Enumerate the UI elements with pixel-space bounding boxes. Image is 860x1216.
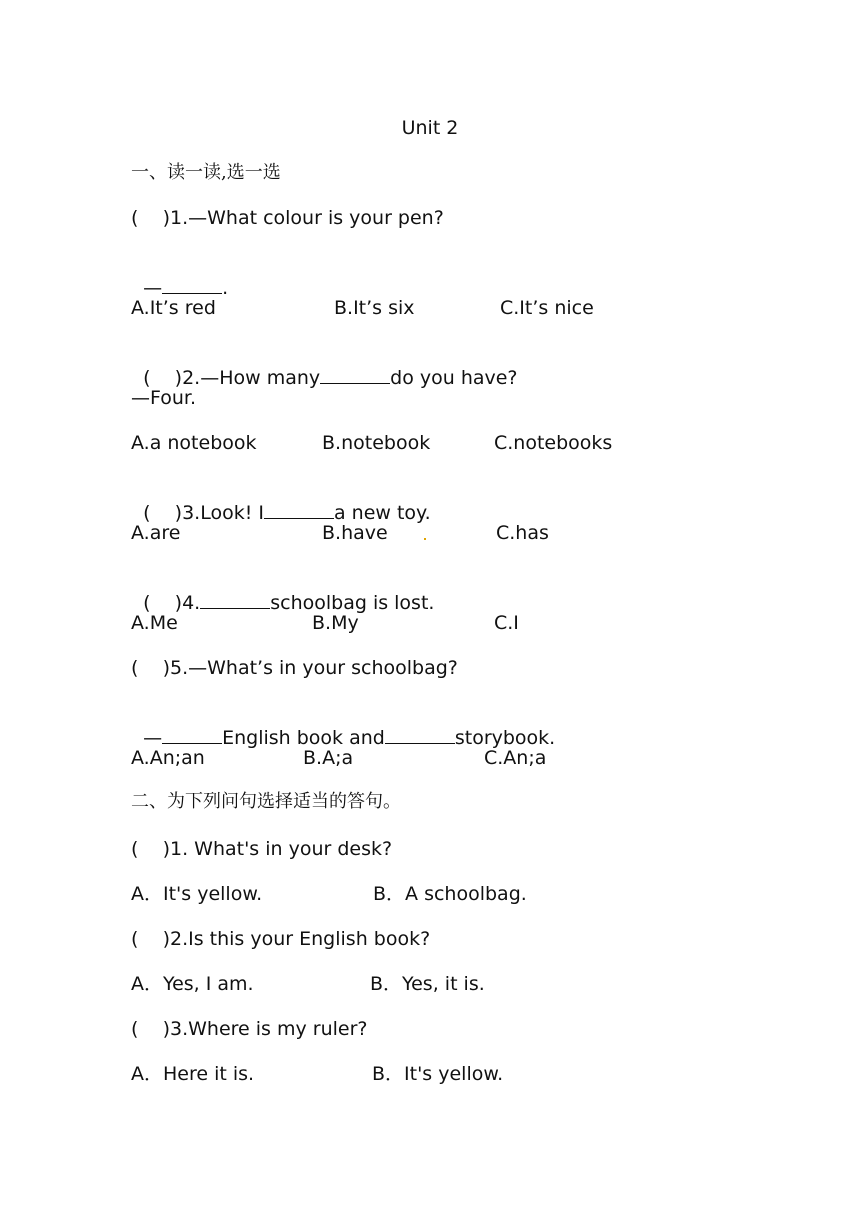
question-3 (131, 476, 431, 525)
option-c: C.It’s nice (500, 297, 594, 319)
option-b: B.have (322, 522, 388, 544)
question-3: ( )3.Where is my ruler? (131, 1018, 368, 1040)
answer-blank (320, 365, 390, 384)
question-text: ( )3.Look! I (143, 502, 264, 524)
option-b: B．A schoolbag. (373, 883, 527, 905)
stray-dot (424, 538, 426, 540)
page-title: Unit 2 (401, 117, 459, 139)
option-a: A．Here it is. (131, 1063, 255, 1085)
option-a: A.a notebook (131, 432, 257, 454)
option-b: B.A;a (303, 747, 354, 769)
option-b: B.It’s six (334, 297, 415, 319)
option-a: A.are (131, 522, 181, 544)
question-text: a new toy. (333, 502, 431, 524)
answer-text: English book and (222, 727, 385, 749)
answer-blank (200, 590, 270, 609)
option-c: C.An;a (484, 747, 547, 769)
option-a: A.Me (131, 612, 178, 634)
question-1: ( )1.—What colour is your pen? (131, 207, 444, 229)
option-b: B.notebook (322, 432, 431, 454)
option-c: C.has (496, 522, 549, 544)
option-b: B．It's yellow. (372, 1063, 504, 1085)
answer-blank (162, 725, 222, 744)
question-text: ( )4. (143, 592, 201, 614)
answer-blank (385, 725, 455, 744)
answer-line-2: —Four. (131, 387, 197, 409)
section2-heading: 二、为下列问句选择适当的答句。 (131, 791, 401, 812)
question-4 (131, 566, 434, 615)
option-b: B．Yes, it is. (370, 973, 485, 995)
dash: — (143, 277, 163, 299)
option-c: C.notebooks (494, 432, 613, 454)
answer-line-1 (131, 251, 228, 300)
answer-blank (264, 500, 334, 519)
option-a: A.It’s red (131, 297, 216, 319)
option-b: B.My (312, 612, 359, 634)
option-a: A．It's yellow. (131, 883, 263, 905)
answer-line-5 (131, 701, 555, 750)
option-a: A．Yes, I am. (131, 973, 254, 995)
section1-heading: 一、读一读,选一选 (131, 162, 281, 183)
question-5: ( )5.—What’s in your schoolbag? (131, 657, 458, 679)
question-text: schoolbag is lost. (270, 592, 435, 614)
question-text: do you have? (390, 367, 518, 389)
dash: — (143, 727, 163, 749)
answer-blank (162, 275, 222, 294)
question-2 (131, 341, 518, 390)
option-c: C.I (494, 612, 519, 634)
answer-text: storybook. (454, 727, 556, 749)
question-2: ( )2.Is this your English book? (131, 928, 431, 950)
option-a: A.An;an (131, 747, 205, 769)
period: . (222, 277, 229, 299)
question-text: ( )2.—How many (143, 367, 321, 389)
question-1: ( )1. What's in your desk? (131, 838, 393, 860)
